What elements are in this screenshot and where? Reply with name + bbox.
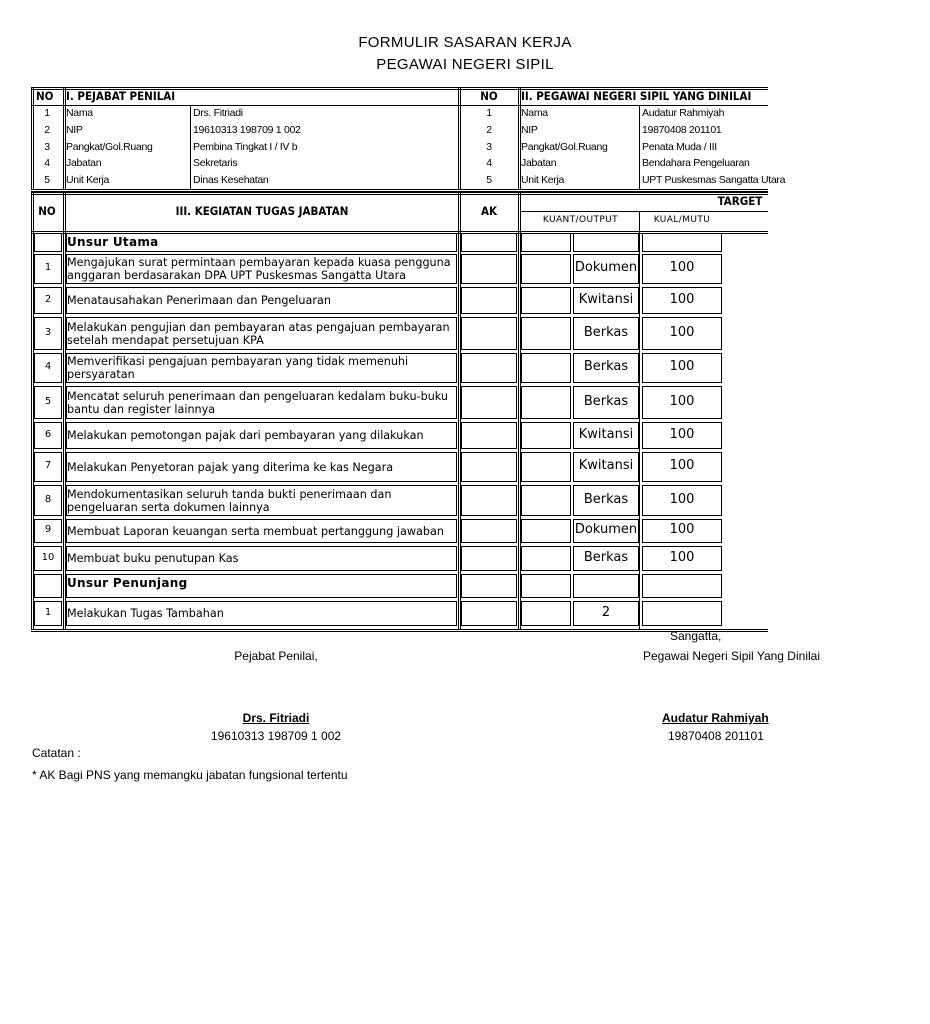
table-cell (461, 422, 517, 449)
table-cell (521, 574, 571, 598)
activity-quality: 100 (669, 324, 695, 340)
activity-output: Dokumen (574, 260, 638, 275)
pejabat-value: Drs. Fitriadi (193, 107, 243, 119)
table-cell (521, 422, 571, 449)
activity-no: 6 (44, 428, 52, 440)
activity-text-content: Melakukan pemotongan pajak dari pembayaran yang dilakukan (67, 429, 424, 442)
activity-text (66, 520, 458, 542)
pegawai-label: Nama (521, 107, 548, 119)
info-header-pejabat: I. PEJABAT PENILAI (66, 89, 176, 103)
activity-text (66, 486, 458, 515)
table-cell (461, 519, 517, 543)
activity-output: Berkas (583, 324, 629, 340)
table-cell (461, 601, 517, 626)
footer-pegawai-name: Audatur Rahmiyah (662, 711, 769, 725)
pegawai-no: 2 (486, 123, 492, 136)
table-header-no: NO (38, 204, 56, 218)
activity-no: 5 (44, 395, 52, 407)
activity-text-content: Mendokumentasikan seluruh tanda bukti penerimaan dan pengeluaran serta dokumen lainnya (67, 487, 392, 514)
table-cell (521, 485, 571, 516)
activity-text (66, 387, 458, 418)
activity-text (66, 453, 458, 481)
activity-quality: 100 (669, 426, 695, 442)
table-cell (573, 574, 639, 598)
activity-text-content: Menatausahakan Penerimaan dan Pengeluaran (67, 294, 331, 307)
activity-text-content: Membuat Laporan keuangan serta membuat pertanggung jawaban (67, 524, 444, 538)
pegawai-no: 5 (486, 174, 492, 187)
activity-quality: 100 (669, 393, 695, 409)
footer-pegawai-nip: 19870408 201101 (668, 729, 764, 743)
footer-pejabat-name: Drs. Fitriadi (242, 711, 310, 725)
table-cell (521, 353, 571, 383)
table-cell (461, 574, 517, 598)
section-unsur-utama: Unsur Utama (67, 235, 159, 249)
activity-output: 2 (601, 604, 611, 620)
activity-text-content: Membuat buku penutupan Kas (67, 552, 239, 565)
pegawai-value: Audatur Rahmiyah (642, 107, 725, 119)
footer-catatan: Catatan : (32, 746, 81, 760)
activity-text-content: Melakukan Tugas Tambahan (67, 607, 224, 620)
table-target-divider (521, 211, 768, 212)
activity-text-content: Melakukan pengujian dan pembayaran atas pengajuan pembayaran setelah mendapat persetujuan KPA (67, 320, 450, 347)
table-cell (521, 519, 571, 543)
activity-output: Berkas (583, 491, 629, 507)
activity-quality: 100 (669, 291, 695, 307)
page-title-line-1: FORMULIR SASARAN KERJA (358, 34, 572, 51)
pegawai-no: 1 (486, 107, 492, 119)
activity-text (66, 288, 458, 313)
info-header-no-left: NO (36, 89, 54, 103)
table-cell (521, 386, 571, 419)
activity-text (66, 354, 458, 382)
table-cell (461, 452, 517, 482)
activity-text (66, 547, 458, 570)
activity-output: Berkas (583, 549, 629, 565)
activity-no: 1 (44, 606, 52, 618)
activity-text-content: Melakukan Penyetoran pajak yang diterima ke kas Negara (67, 460, 394, 474)
pejabat-value: Sekretaris (193, 157, 238, 170)
table-cell (521, 254, 571, 284)
activity-text (66, 318, 458, 349)
pejabat-label: NIP (66, 123, 83, 136)
pegawai-label: Unit Kerja (521, 174, 565, 187)
info-header-no-right: NO (480, 89, 498, 103)
pejabat-value: Dinas Kesehatan (193, 174, 269, 187)
activity-no: 3 (44, 326, 52, 338)
table-cell (642, 233, 722, 252)
table-header-target: TARGET (717, 194, 763, 208)
pejabat-label: Pangkat/Gol.Ruang (66, 140, 153, 153)
pejabat-label: Unit Kerja (66, 174, 110, 187)
table-cell (521, 546, 571, 571)
table-cell (34, 574, 62, 598)
info-sub-vline-1 (639, 105, 640, 189)
activity-output: Berkas (583, 393, 629, 409)
table-cell (461, 546, 517, 571)
table-cell (461, 353, 517, 383)
table-cell (642, 601, 722, 626)
activity-output: Kwitansi (578, 291, 634, 307)
activity-text-content: Mencatat seluruh penerimaan dan pengeluaran kedalam buku-buku bantu dan register lainnya (67, 389, 449, 416)
pegawai-label: Pangkat/Gol.Ruang (521, 140, 608, 153)
info-sub-vline-0 (190, 105, 191, 189)
activity-output: Kwitansi (578, 426, 634, 442)
activity-quality: 100 (669, 260, 695, 275)
pegawai-value: Penata Muda / III (642, 140, 717, 153)
pegawai-no: 4 (486, 157, 492, 170)
activity-text-content: Memverifikasi pengajuan pembayaran yang tidak memenuhi persyaratan (67, 355, 409, 381)
pejabat-label: Jabatan (66, 157, 102, 170)
activity-text-content: Mengajukan surat permintaan pembayaran kepada kuasa pengguna anggaran berdasarakan DPA UPT Puskesmas Sangatta Utara (67, 256, 451, 282)
footer-note: * AK Bagi PNS yang memangku jabatan fungsional tertentu (32, 768, 348, 782)
table-cell (521, 233, 571, 252)
footer-pegawai-label: Pegawai Negeri Sipil Yang Dinilai (643, 649, 820, 663)
table-cell (521, 452, 571, 482)
info-header-pegawai: II. PEGAWAI NEGERI SIPIL YANG DINILAI (521, 89, 752, 103)
pegawai-value: UPT Puskesmas Sangatta Utara (642, 174, 786, 187)
info-header-bottom (31, 105, 768, 106)
pejabat-no: 4 (44, 157, 50, 170)
pegawai-label: Jabatan (521, 157, 557, 170)
activity-no: 2 (44, 293, 52, 305)
table-cell (521, 287, 571, 314)
activity-quality: 100 (669, 458, 695, 473)
table-cell (34, 233, 62, 252)
footer-place-date: Sangatta, (670, 629, 722, 643)
table-cell (642, 574, 722, 598)
activity-quality: 100 (669, 549, 695, 565)
pejabat-value: 19610313 198709 1 002 (193, 123, 301, 136)
activity-no: 8 (44, 493, 52, 505)
activity-no: 7 (44, 460, 52, 471)
table-header-kegiatan: III. KEGIATAN TUGAS JABATAN (175, 204, 349, 218)
pejabat-no: 5 (44, 174, 50, 187)
activity-no: 10 (41, 551, 55, 563)
table-header-kuant: KUANT/OUTPUT (542, 215, 619, 225)
pejabat-value: Pembina Tingkat I / IV b (193, 140, 298, 153)
table-vline-target-sub (639, 211, 640, 629)
table-cell (461, 485, 517, 516)
pejabat-no: 2 (44, 123, 50, 136)
activity-text (66, 255, 458, 283)
table-cell (461, 233, 517, 252)
table-cell (461, 254, 517, 284)
info-vline-2 (458, 87, 461, 189)
pegawai-no: 3 (486, 140, 492, 153)
table-cell (461, 287, 517, 314)
page-title-line-2: PEGAWAI NEGERI SIPIL (376, 56, 554, 73)
pegawai-label: NIP (521, 123, 538, 136)
activity-text (66, 602, 458, 625)
pejabat-no: 1 (44, 107, 50, 119)
activity-quality: 100 (669, 491, 695, 507)
activity-no: 9 (44, 524, 52, 535)
activity-no: 1 (44, 262, 52, 273)
table-cell (461, 317, 517, 350)
pegawai-value: 19870408 201101 (642, 123, 722, 136)
table-cell (521, 317, 571, 350)
activity-output: Dokumen (574, 522, 638, 537)
pejabat-no: 3 (44, 140, 50, 153)
activity-quality: 100 (669, 522, 695, 537)
activity-output: Berkas (583, 359, 629, 374)
pegawai-value: Bendahara Pengeluaran (642, 157, 750, 170)
activity-text (66, 423, 458, 448)
table-cell (521, 601, 571, 626)
activity-no: 4 (44, 361, 52, 372)
pejabat-label: Nama (66, 107, 93, 119)
table-cell (573, 233, 639, 252)
section-unsur-penunjang: Unsur Penunjang (67, 576, 188, 590)
table-border-bottom (31, 629, 768, 632)
footer-pejabat-label: Pejabat Penilai, (234, 649, 318, 663)
table-header-kual: KUAL/MUTU (653, 215, 711, 225)
activity-output: Kwitansi (578, 458, 634, 473)
table-cell (461, 386, 517, 419)
footer-pejabat-nip: 19610313 198709 1 002 (210, 729, 342, 743)
activity-quality: 100 (669, 359, 695, 374)
table-header-ak: AK (480, 204, 498, 218)
